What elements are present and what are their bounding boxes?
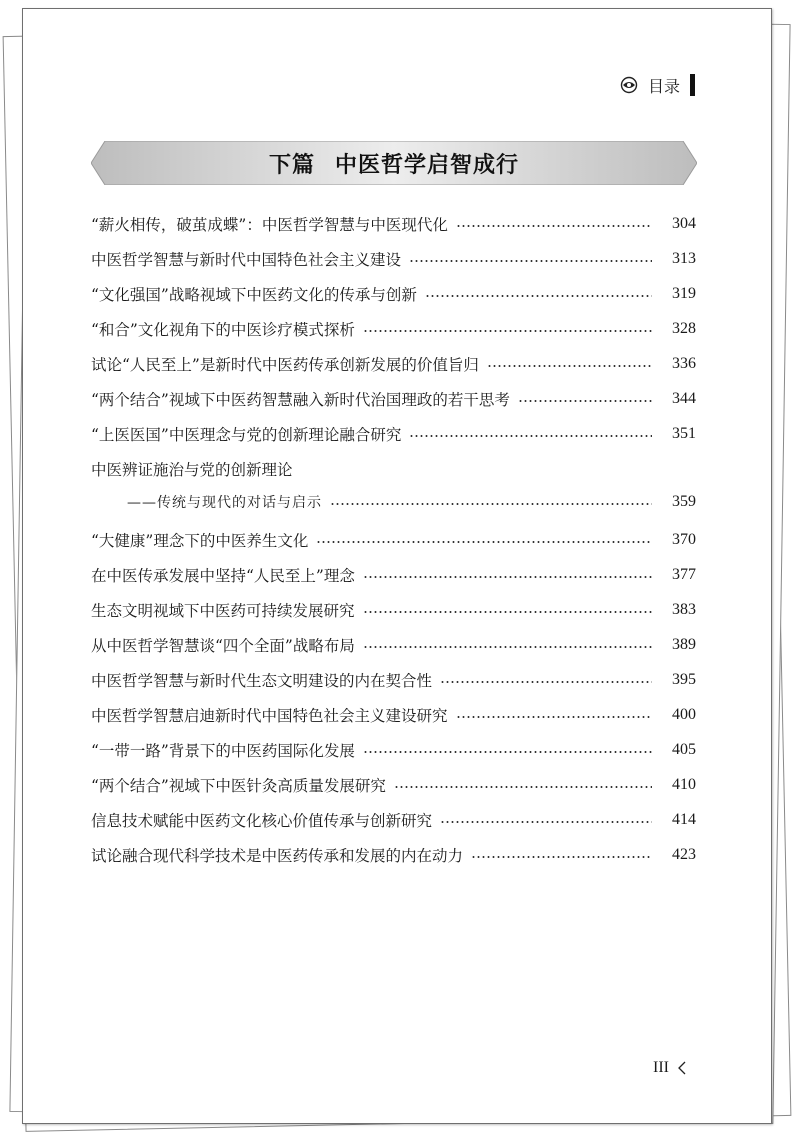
toc-entry-page: 389 [672,636,696,653]
leader-dots [330,503,652,505]
toc-entry-title: 信息技术赋能中医药文化核心价值传承与创新研究 [91,812,433,830]
toc-entry-page: 410 [672,776,696,793]
toc-entry[interactable] [91,595,696,625]
toc-entry-title: 中医辨证施治与党的创新理论 [91,461,293,479]
toc-entry-title: “和合”文化视角下的中医诊疗模式探析 [91,321,355,339]
section-banner [91,141,697,185]
banner-part-label: 下篇 [268,151,315,178]
toc-entry-title: 中医哲学智慧与新时代中国特色社会主义建设 [91,251,402,269]
toc-entry[interactable] [91,384,696,414]
toc-entry-title: 试论“人民至上”是新时代中医药传承创新发展的价值旨归 [91,356,479,374]
toc-entry[interactable] [91,630,696,660]
toc-entry-page: 344 [672,390,696,407]
toc-entry-page: 370 [672,531,696,548]
toc-entry[interactable] [91,279,696,309]
leader-dots [363,646,652,648]
toc-entry-page: 405 [672,741,696,758]
leader-dots [409,435,652,437]
toc-entry-page: 313 [672,250,696,267]
toc-entry-page: 336 [672,355,696,372]
toc-entry-title: “两个结合”视域下中医针灸高质量发展研究 [91,777,386,795]
toc-entry[interactable] [91,419,696,449]
leader-dots [363,576,652,578]
toc-entry-page: 304 [672,215,696,232]
toc-entry[interactable] [91,700,696,730]
leader-dots [487,365,652,367]
leader-dots [456,225,652,227]
toc-entry-title: 中医哲学智慧与新时代生态文明建设的内在契合性 [91,672,433,690]
toc-entry[interactable] [91,805,696,835]
leader-dots [440,821,652,823]
toc-entry-page: 351 [672,425,696,442]
toc-entry-title: 中医哲学智慧启迪新时代中国特色社会主义建设研究 [91,707,448,725]
toc-entry-heading[interactable] [91,454,696,484]
banner-section-title: 中医哲学启智成行 [335,151,520,178]
banner-title [91,141,697,185]
leader-dots [316,541,652,543]
toc-entry[interactable] [91,314,696,344]
toc-entry[interactable] [91,665,696,695]
running-header [620,71,695,99]
toc-entry[interactable] [91,209,696,239]
toc-entry-page: 400 [672,706,696,723]
toc-entry-page: 423 [672,846,696,863]
leader-dots [518,400,652,402]
leader-dots [394,786,652,788]
toc-entry-page: 383 [672,601,696,618]
page-number: III [653,1059,669,1076]
toc-entry[interactable] [91,840,696,870]
toc-entry-title: 从中医哲学智慧谈“四个全面”战略布局 [91,637,355,655]
chevron-left-icon [677,1060,687,1076]
toc-entry-title: “大健康”理念下的中医养生文化 [91,532,309,550]
header-bar [690,74,695,96]
header-title: 目录 [647,76,680,96]
leader-dots [440,681,652,683]
book-emblem-icon [620,76,638,94]
toc-entry-title: “文化强国”战略视域下中医药文化的传承与创新 [91,286,417,304]
toc-entry-title: “薪火相传，破茧成蝶”：中医哲学智慧与中医现代化 [91,216,448,234]
toc-entry-title: 试论融合现代科学技术是中医药传承和发展的内在动力 [91,847,464,865]
toc-entry[interactable] [91,525,696,555]
toc-entry-title: “一带一路”背景下的中医药国际化发展 [91,742,355,760]
leader-dots [363,751,652,753]
toc-entry-page: 377 [672,566,696,583]
toc-entry-page: 414 [672,811,696,828]
toc-entry-page: 319 [672,285,696,302]
toc-entry[interactable] [91,349,696,379]
toc-entry-page: 395 [672,671,696,688]
page-footer [653,1059,687,1077]
toc-entry-title: “上医医国”中医理念与党的创新理论融合研究 [91,426,402,444]
toc-entry[interactable] [91,244,696,274]
toc-entry[interactable] [91,735,696,765]
toc-entry-page: 359 [672,493,696,510]
toc-entry-subtitle[interactable] [91,487,696,517]
leader-dots [409,260,652,262]
leader-dots [363,330,652,332]
toc-entry-title: ——传统与现代的对话与启示 [127,495,322,511]
toc-page [22,8,772,1124]
leader-dots [363,611,652,613]
toc-entry-title: 生态文明视域下中医药可持续发展研究 [91,602,355,620]
toc-entry-title: “两个结合”视域下中医药智慧融入新时代治国理政的若干思考 [91,391,510,409]
toc-entry[interactable] [91,560,696,590]
toc-entry[interactable] [91,770,696,800]
leader-dots [471,856,652,858]
leader-dots [456,716,652,718]
toc-entry-title: 在中医传承发展中坚持“人民至上”理念 [91,567,355,585]
leader-dots [425,295,652,297]
toc-entry-page: 328 [672,320,696,337]
